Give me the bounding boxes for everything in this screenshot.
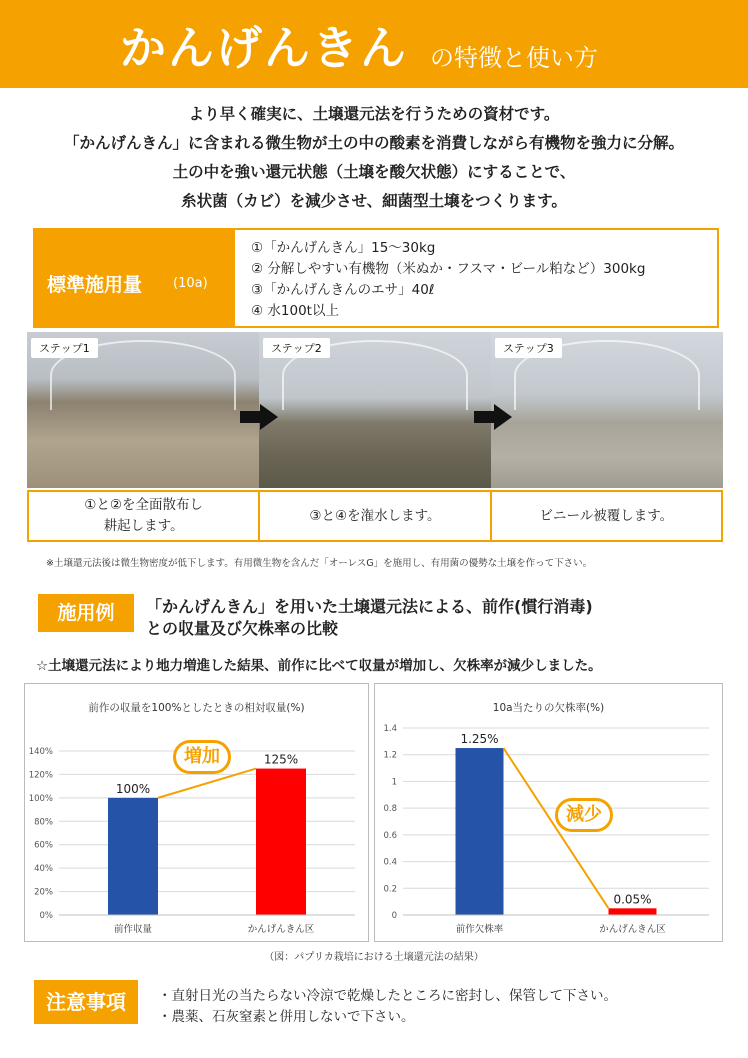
step-photos (27, 332, 723, 488)
step1-tag: ステップ1 (31, 338, 98, 358)
header-subtitle: の特徴と使い方 (430, 44, 598, 72)
soil-note: ※土壌還元法後は微生物密度が低下します。有用微生物を含んだ「オーレスG」を施用し、有用菌の優勢な土壌を作って下さい。 (46, 558, 593, 569)
increase-badge: 増加 (173, 740, 231, 774)
step2-description (260, 492, 491, 540)
arrow-right-icon (474, 404, 512, 430)
y-tick-label: 140% (28, 747, 53, 757)
example-title-line: 「かんげんきん」を用いた土壌還元法による、前作(慣行消毒) (146, 597, 593, 616)
step2-photo (259, 332, 491, 488)
intro-text (0, 100, 748, 216)
caution-list (158, 986, 617, 1028)
dose-item: ①「かんげんきん」15～30kg (251, 240, 436, 256)
category-label: 前作欠株率 (455, 924, 504, 935)
y-tick-label: 100% (28, 793, 53, 804)
y-tick-label: 80% (34, 817, 53, 828)
header-banner (0, 0, 748, 88)
y-tick-label: 20% (34, 887, 53, 898)
chart-title: 10a当たりの欠株率(%) (492, 702, 605, 714)
intro-line: 土の中を強い還元状態（土壌を酸欠状態）にすることで、 (172, 163, 576, 181)
dose-item: ④ 水100t以上 (251, 303, 339, 319)
caution-item: ・直射日光の当たらない冷涼で乾燥したところに密封し、保管して下さい。 (158, 988, 617, 1004)
y-tick-label: 0.8 (383, 804, 397, 815)
step2-text: ③と④を潅水します。 (309, 507, 441, 524)
caution-item: ・農薬、石灰窒素と併用しないで下さい。 (158, 1009, 415, 1025)
y-tick-label: 0.6 (383, 830, 397, 841)
y-tick-label: 120% (28, 770, 53, 781)
chart-caption: （図：パプリカ栽培における土壌還元法の結果） (264, 952, 484, 963)
yield-chart (24, 683, 369, 942)
example-summary: ☆土壌還元法により地力増進した結果、前作に比べて収量が増加し、欠株率が減少しました。 (36, 658, 602, 674)
bar (609, 908, 657, 915)
standard-dose-box (33, 228, 719, 328)
caution-label: 注意事項 (34, 980, 138, 1024)
y-tick-label: 0.2 (383, 884, 397, 895)
y-tick-label: 1.4 (383, 724, 397, 734)
intro-line: 「かんげんきん」に含まれる微生物が土の中の酸素を消費しながら有機物を強力に分解。 (63, 134, 684, 152)
decrease-badge: 減少 (555, 798, 613, 832)
dose-item: ③「かんげんきんのエサ」40ℓ (251, 282, 435, 298)
dose-item: ② 分解しやすい有機物（米ぬか・フスマ・ビール粕など）300kg (251, 261, 646, 277)
intro-line: より早く確実に、土壌還元法を行うための資材です。 (188, 105, 560, 123)
step2-tag: ステップ2 (263, 338, 330, 358)
bar (456, 748, 504, 915)
example-label: 施用例 (38, 594, 134, 632)
data-label: 1.25% (460, 732, 499, 747)
dose-label: 標準施用量 (47, 274, 143, 296)
yield-chart-svg (25, 684, 370, 943)
category-label: かんげんきん区 (247, 924, 315, 935)
category-label: かんげんきん区 (599, 924, 666, 935)
step1-photo (27, 332, 259, 488)
step3-text: ビニール被覆します。 (539, 507, 674, 524)
dose-label-block (35, 230, 235, 326)
y-tick-label: 40% (34, 864, 53, 875)
dose-list (251, 238, 645, 322)
y-tick-label: 1 (391, 777, 397, 788)
y-tick-label: 0 (391, 911, 397, 921)
missing-rate-chart (374, 683, 723, 942)
intro-line: 糸状菌（カビ）を減少させ、細菌型土壌をつくります。 (181, 192, 567, 210)
missing-rate-chart-svg (375, 684, 724, 943)
arrow-right-icon (240, 404, 278, 430)
data-label: 125% (263, 752, 299, 767)
example-title-line: との収量及び欠株率の比較 (146, 619, 339, 638)
bar (108, 798, 158, 915)
step3-photo (491, 332, 723, 488)
step1-text: ①と②を全面散布し 耕起します。 (84, 497, 204, 534)
y-tick-label: 0.4 (383, 857, 397, 868)
y-tick-label: 60% (34, 840, 53, 851)
step3-description (492, 492, 721, 540)
example-title (146, 596, 593, 640)
step1-description (29, 492, 260, 540)
step3-tag: ステップ3 (495, 338, 562, 358)
y-tick-label: 0% (39, 911, 53, 921)
data-label: 100% (115, 781, 151, 796)
category-label: 前作収量 (113, 924, 153, 935)
y-tick-label: 1.2 (383, 750, 397, 761)
chart-title: 前作の収量を100%としたときの相対収量(%) (88, 702, 305, 714)
bar (256, 769, 306, 915)
step-descriptions (27, 490, 723, 542)
product-name: かんげんきん (120, 21, 408, 75)
data-label: 0.05% (613, 892, 652, 907)
dose-unit: (10a) (173, 276, 208, 291)
